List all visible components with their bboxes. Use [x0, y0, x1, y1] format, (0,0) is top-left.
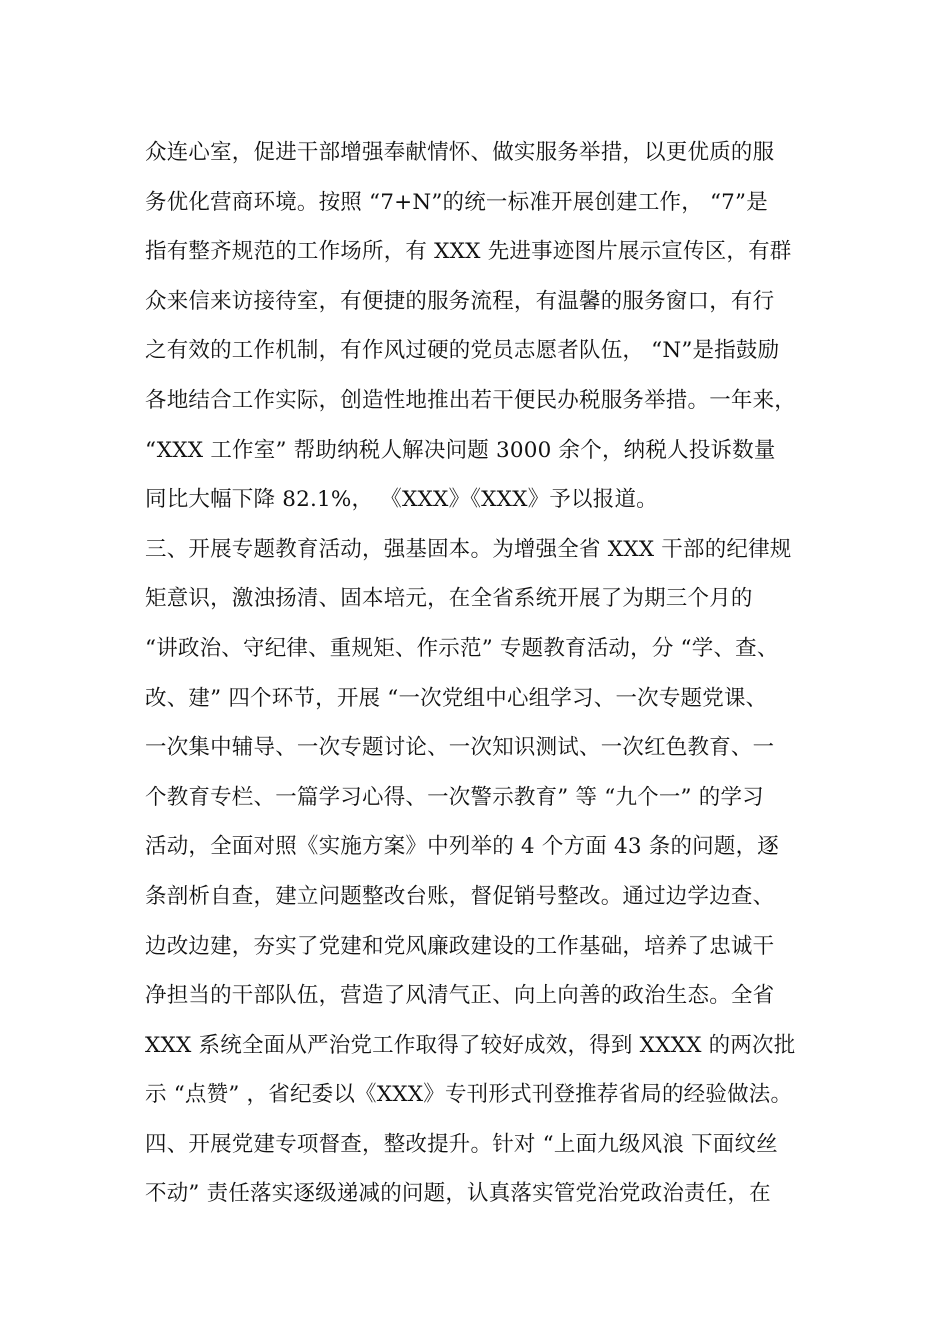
body-text	[145, 128, 815, 1219]
text-line: 边改边建，夯实了党建和党风廉政建设的工作基础，培养了忠诚干	[145, 933, 775, 959]
text-line: 活动，全面对照《实施方案》中列举的 4 个方面 43 条的问题，逐	[145, 834, 779, 860]
text-line: 矩意识，激浊扬清、固本培元，在全省系统开展了为期三个月的	[145, 586, 753, 612]
text-line: 务优化营商环境。按照 “7+N”的统一标准开展创建工作， “7”是	[145, 189, 768, 215]
text-line: 各地结合工作实际，创造性地推出若干便民办税服务举措。一年来，	[145, 387, 797, 413]
text-line: 同比大幅下降 82.1%， 《XXX》《XXX》予以报道。	[145, 487, 658, 513]
text-line: 示 “点赞” ，省纪委以《XXX》专刊形式刊登推荐省局的经验做法。	[145, 1082, 793, 1108]
section-heading-line: 三、开展专题教育活动，强基固本。为增强全省 XXX 干部的纪律规	[145, 536, 792, 562]
text-line: “XXX 工作室” 帮助纳税人解决问题 3000 余个，纳税人投诉数量	[145, 437, 776, 463]
text-line: 之有效的工作机制，有作风过硬的党员志愿者队伍， “N”是指鼓励	[145, 338, 780, 364]
text-line: 不动” 责任落实逐级递减的问题，认真落实管党治党政治责任，在	[145, 1181, 771, 1207]
text-line: 条剖析自查，建立问题整改台账，督促销号整改。通过边学边查、	[145, 883, 775, 909]
text-line: 众连心室，促进干部增强奉献情怀、做实服务举措，以更优质的服	[145, 140, 775, 165]
text-line: 个教育专栏、一篇学习心得、一次警示教育” 等 “九个一” 的学习	[145, 784, 764, 810]
text-line: XXX 系统全面从严治党工作取得了较好成效，得到 XXXX 的两次批	[145, 1032, 796, 1058]
text-line: 改、建” 四个环节，开展 “一次党组中心组学习、一次专题党课、	[145, 685, 768, 711]
text-line: 净担当的干部队伍，营造了风清气正、向上向善的政治生态。全省	[145, 983, 775, 1009]
text-line: 一次集中辅导、一次专题讨论、一次知识测试、一次红色教育、一	[145, 735, 775, 761]
text-line: 指有整齐规范的工作场所，有 XXX 先进事迹图片展示宣传区，有群	[145, 239, 792, 265]
section-heading-line: 四、开展党建专项督查，整改提升。针对 “上面九级风浪 下面纹丝	[145, 1131, 778, 1157]
text-line: “讲政治、守纪律、重规矩、作示范” 专题教育活动，分 “学、查、	[145, 635, 779, 661]
text-line: 众来信来访接待室，有便捷的服务流程，有温馨的服务窗口，有行	[145, 288, 775, 314]
